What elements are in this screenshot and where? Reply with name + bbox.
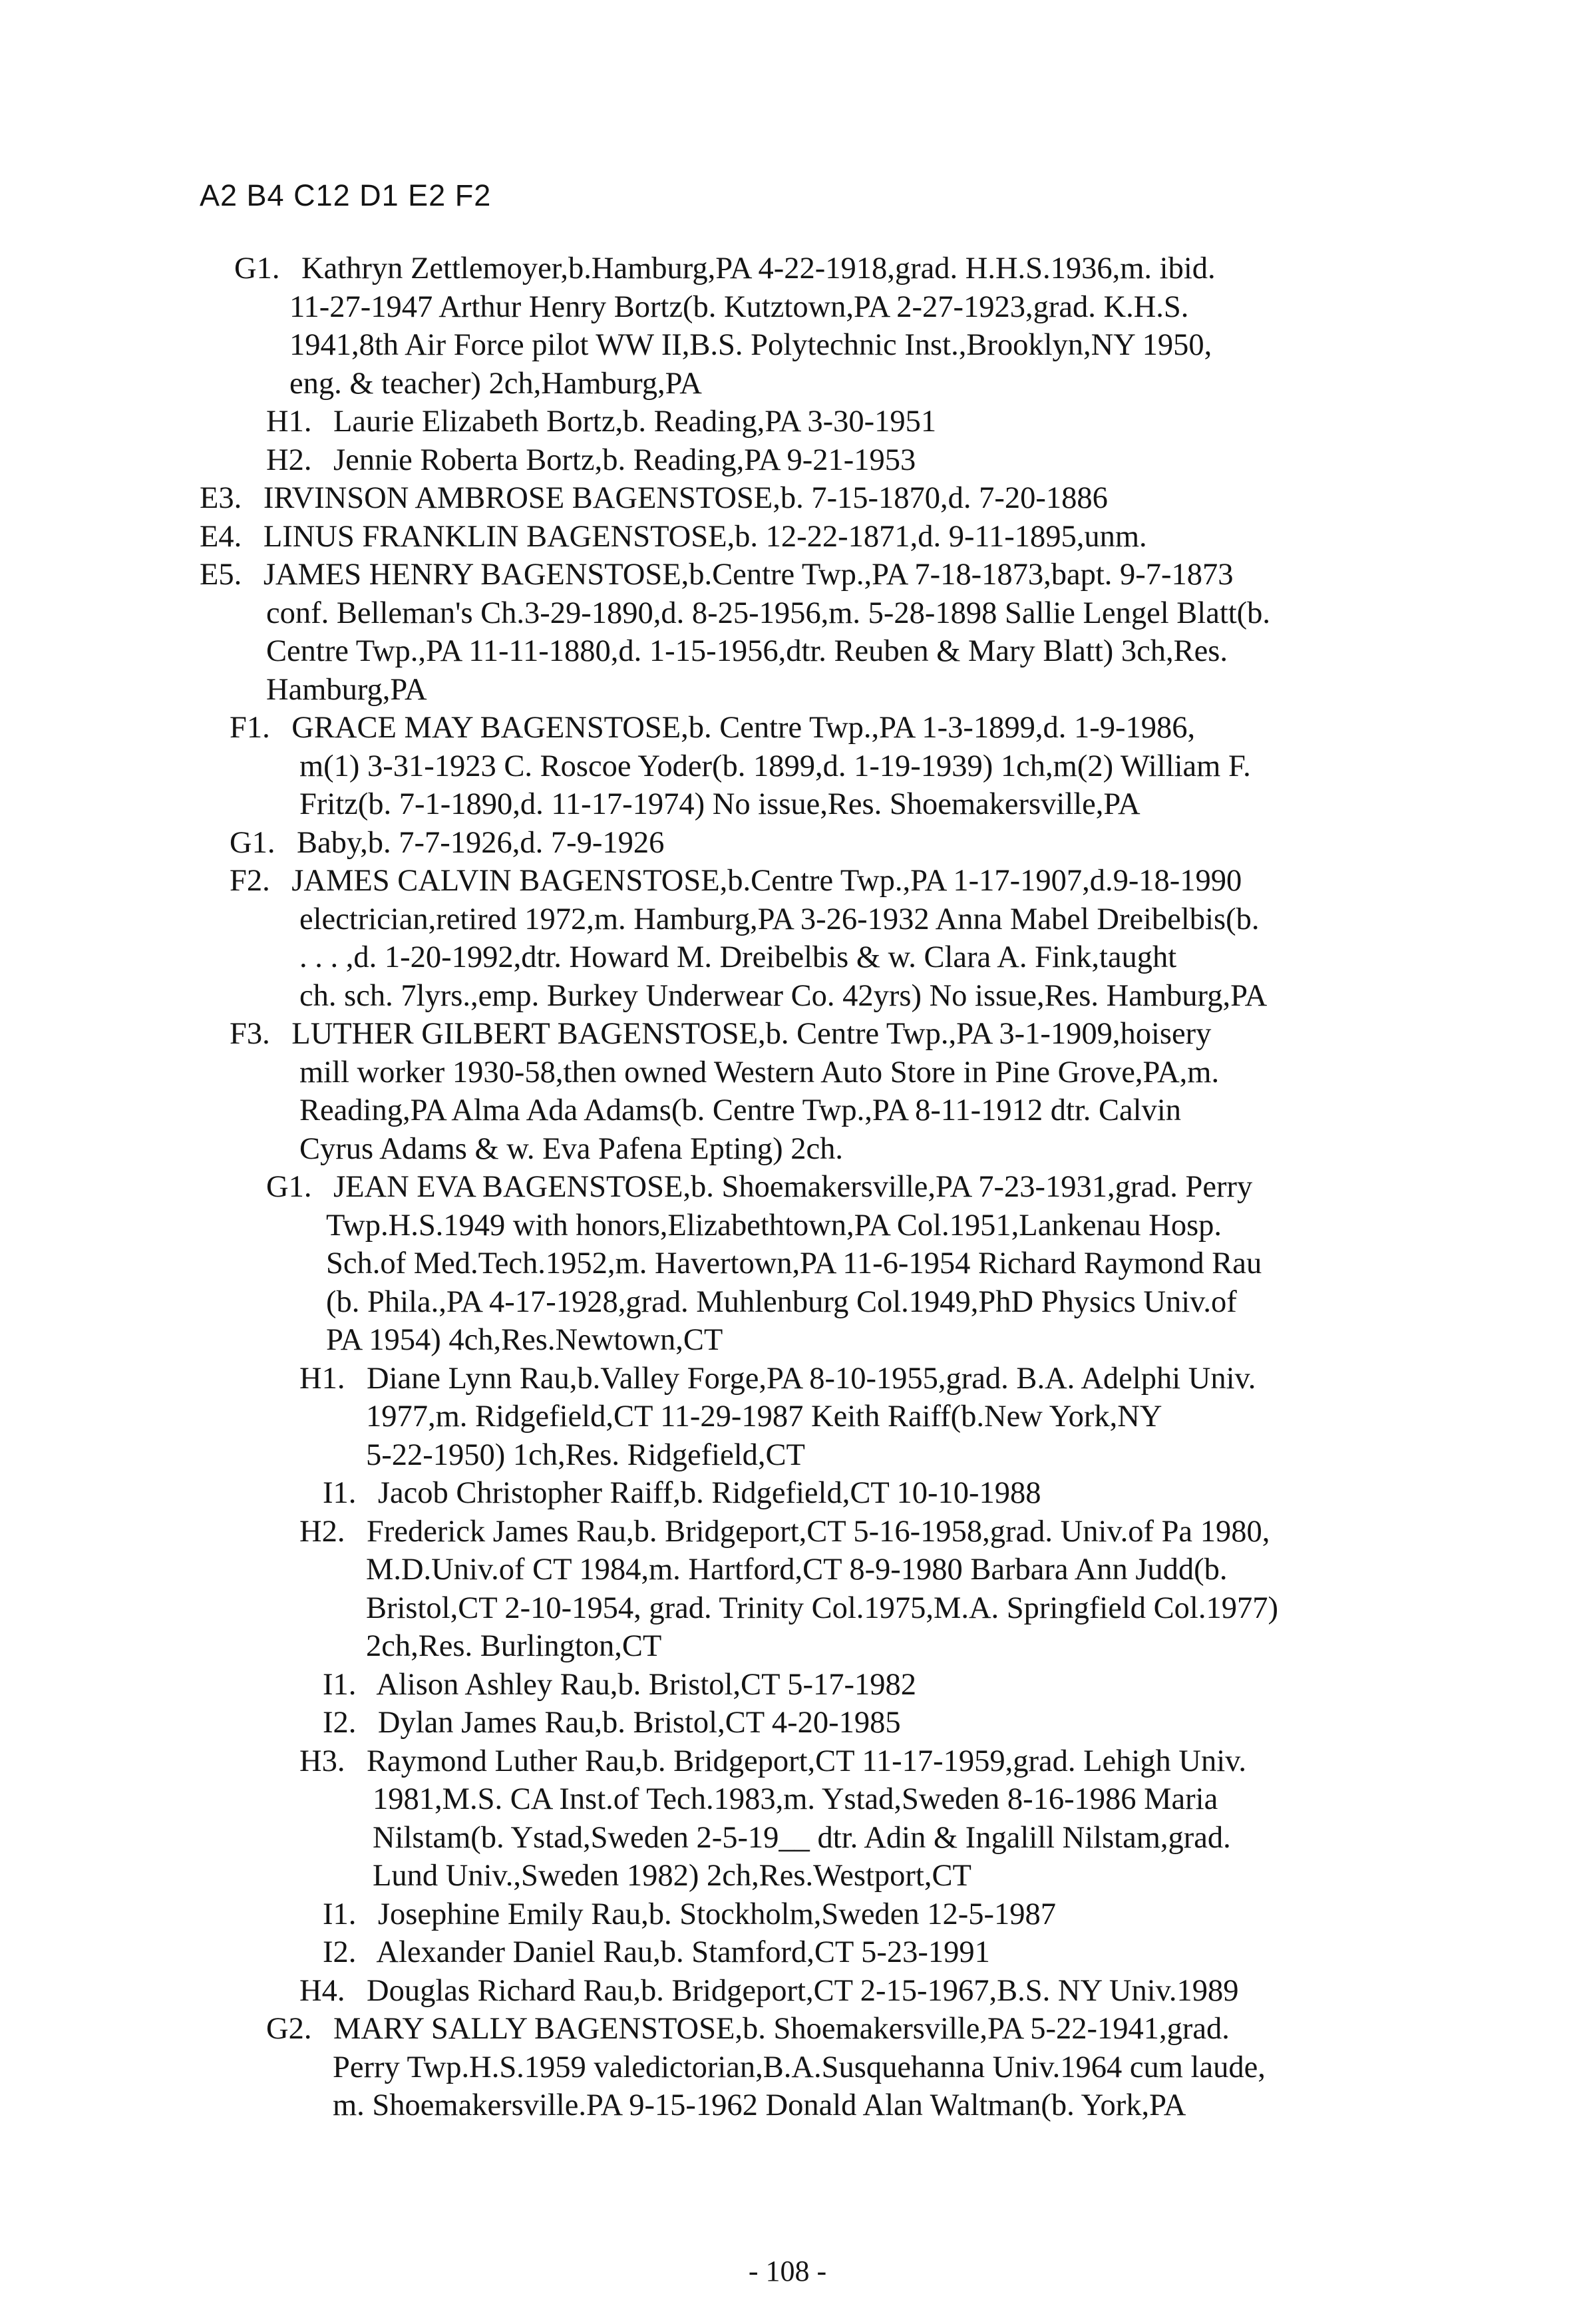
entry-line: 1941,8th Air Force pilot WW II,B.S. Polytechnic Inst.,Brooklyn,NY 1950, xyxy=(289,328,1212,362)
entry-label: H1. xyxy=(266,405,312,439)
genealogy-entry xyxy=(0,709,1575,824)
entry-line: Josephine Emily Rau,b. Stockholm,Sweden 12-5-1987 xyxy=(377,1897,1056,1931)
genealogy-entry xyxy=(0,824,1575,863)
entry-line: Centre Twp.,PA 11-11-1880,d. 1-15-1956,dtr. Reuben & Mary Blatt) 3ch,Res. xyxy=(266,634,1228,668)
entry-line: Alison Ashley Rau,b. Bristol,CT 5-17-1982 xyxy=(376,1667,916,1702)
entry-label: H1. xyxy=(299,1361,345,1396)
entry-line: Sch.of Med.Tech.1952,m. Havertown,PA 11-6-1954 Richard Raymond Rau xyxy=(326,1247,1262,1280)
genealogy-entry xyxy=(0,2010,1575,2125)
entry-line: Alexander Daniel Rau,b. Stamford,CT 5-23-1991 xyxy=(376,1935,990,1969)
entry-line: Twp.H.S.1949 with honors,Elizabethtown,PA Col.1951,Lankenau Hosp. xyxy=(326,1208,1222,1243)
entry-text xyxy=(263,520,1147,554)
entry-label: H2. xyxy=(266,443,312,477)
entry-line: Perry Twp.H.S.1959 valedictorian,B.A.Susquehanna Univ.1964 cum laude, xyxy=(333,2050,1266,2084)
entry-text xyxy=(297,826,664,860)
entry-label: G1. xyxy=(230,825,275,860)
entry-line: Nilstam(b. Ystad,Sweden 2-5-19__ dtr. Adin & Ingalill Nilstam,grad. xyxy=(373,1820,1231,1855)
entry-text xyxy=(378,1476,1041,1510)
entry-line: JAMES CALVIN BAGENSTOSE,b.Centre Twp.,PA 1-17-1907,d.9-18-1990 xyxy=(291,864,1242,898)
entry-line: m. Shoemakersville.PA 9-15-1962 Donald Alan Waltman(b. York,PA xyxy=(333,2088,1186,2122)
entry-text xyxy=(291,1017,1219,1166)
genealogy-entry xyxy=(0,403,1575,441)
genealogy-entry xyxy=(0,1360,1575,1475)
entry-text xyxy=(291,864,1267,1013)
entry-label: G1. xyxy=(266,1170,312,1204)
entry-line: electrician,retired 1972,m. Hamburg,PA 3-26-1932 Anna Mabel Dreibelbis(b. xyxy=(299,902,1260,936)
entry-label: I2. xyxy=(323,1935,357,1969)
entry-line: mill worker 1930-58,then owned Western Auto Store in Pine Grove,PA,m. xyxy=(299,1055,1220,1089)
genealogy-entry xyxy=(0,1895,1575,1934)
entry-line: MARY SALLY BAGENSTOSE,b. Shoemakersville,PA 5-22-1941,grad. xyxy=(333,2012,1230,2046)
entry-label: G2. xyxy=(266,2012,312,2046)
entry-line: 11-27-1947 Arthur Henry Bortz(b. Kutztown,PA 2-27-1923,grad. K.H.S. xyxy=(289,290,1189,324)
entry-line: GRACE MAY BAGENSTOSE,b. Centre Twp.,PA 1-3-1899,d. 1-9-1986, xyxy=(291,711,1196,745)
entry-label: I2. xyxy=(323,1706,357,1740)
entry-text xyxy=(289,252,1216,401)
entry-line: JEAN EVA BAGENSTOSE,b. Shoemakersville,PA 7-23-1931,grad. Perry xyxy=(333,1170,1253,1204)
entry-label: E5. xyxy=(200,558,242,592)
entry-label: F3. xyxy=(230,1017,270,1051)
page-number: - 108 - xyxy=(748,2255,827,2287)
entry-line: Frederick James Rau,b. Bridgeport,CT 5-16-1958,grad. Univ.of Pa 1980, xyxy=(367,1514,1270,1549)
entry-label: F2. xyxy=(230,864,270,898)
entry-label: F1. xyxy=(230,711,270,745)
entry-line: Raymond Luther Rau,b. Bridgeport,CT 11-17-1959,grad. Lehigh Univ. xyxy=(367,1744,1247,1778)
entry-line: Jennie Roberta Bortz,b. Reading,PA 9-21-1953 xyxy=(333,443,916,477)
entry-text xyxy=(367,1974,1239,2008)
genealogy-entry xyxy=(0,518,1575,556)
entry-line: Baby,b. 7-7-1926,d. 7-9-1926 xyxy=(297,825,665,860)
entry-text xyxy=(263,481,1108,515)
entry-line: PA 1954) 4ch,Res.Newtown,CT xyxy=(326,1323,723,1357)
genealogy-entry xyxy=(0,1704,1575,1742)
genealogy-entries xyxy=(0,250,1575,2125)
entry-text xyxy=(326,1170,1262,1357)
genealogy-entry xyxy=(0,1972,1575,2011)
entry-line: Diane Lynn Rau,b.Valley Forge,PA 8-10-1955,grad. B.A. Adelphi Univ. xyxy=(367,1361,1256,1396)
entry-line: m(1) 3-31-1923 C. Roscoe Yoder(b. 1899,d. 1-19-1939) 1ch,m(2) William F. xyxy=(299,749,1251,783)
entry-line: 1977,m. Ridgefield,CT 11-29-1987 Keith Raiff(b.New York,NY xyxy=(366,1400,1162,1434)
entry-text xyxy=(291,711,1250,821)
genealogy-entry xyxy=(0,1933,1575,1972)
entry-label: I1. xyxy=(323,1897,357,1931)
genealogy-entry xyxy=(0,441,1575,480)
genealogy-entry xyxy=(0,479,1575,518)
entry-line: Reading,PA Alma Ada Adams(b. Centre Twp.,PA 8-11-1912 dtr. Calvin xyxy=(299,1093,1182,1127)
entry-text xyxy=(378,1897,1056,1931)
entry-label: E3. xyxy=(200,481,242,515)
lineage-code-header: A2 B4 C12 D1 E2 F2 xyxy=(200,178,492,212)
entry-line: LINUS FRANKLIN BAGENSTOSE,b. 12-22-1871,d. 9-11-1895,unm. xyxy=(263,519,1147,554)
entry-label: I1. xyxy=(323,1667,357,1702)
entry-text xyxy=(263,558,1270,707)
entry-line: IRVINSON AMBROSE BAGENSTOSE,b. 7-15-1870,d. 7-20-1886 xyxy=(263,481,1108,515)
entry-text xyxy=(333,2012,1266,2122)
genealogy-entry xyxy=(0,1513,1575,1666)
entry-text xyxy=(366,1515,1278,1664)
entry-label: H4. xyxy=(299,1973,345,2008)
entry-line: Lund Univ.,Sweden 1982) 2ch,Res.Westport,CT xyxy=(373,1859,971,1893)
entry-line: M.D.Univ.of CT 1984,m. Hartford,CT 8-9-1980 Barbara Ann Judd(b. xyxy=(366,1553,1228,1587)
entry-text xyxy=(366,1362,1256,1472)
entry-line: Laurie Elizabeth Bortz,b. Reading,PA 3-30-1951 xyxy=(333,405,937,439)
entry-line: Bristol,CT 2-10-1954, grad. Trinity Col.1975,M.A. Springfield Col.1977) xyxy=(366,1591,1278,1625)
entry-line: 1981,M.S. CA Inst.of Tech.1983,m. Ystad,Sweden 8-16-1986 Maria xyxy=(373,1782,1218,1816)
entry-line: 5-22-1950) 1ch,Res. Ridgefield,CT xyxy=(366,1438,805,1472)
entry-line: . . . ,d. 1-20-1992,dtr. Howard M. Dreibelbis & w. Clara A. Fink,taught xyxy=(299,940,1177,974)
genealogy-entry xyxy=(0,1168,1575,1360)
genealogy-entry xyxy=(0,556,1575,709)
entry-text xyxy=(378,1706,901,1740)
entry-line: ch. sch. 7lyrs.,emp. Burkey Underwear Co. 42yrs) No issue,Res. Hamburg,PA xyxy=(299,978,1268,1013)
genealogy-entry xyxy=(0,1666,1575,1704)
entry-text xyxy=(367,1744,1246,1893)
entry-line: Kathryn Zettlemoyer,b.Hamburg,PA 4-22-1918,grad. H.H.S.1936,m. ibid. xyxy=(301,252,1216,286)
entry-line: 2ch,Res. Burlington,CT xyxy=(366,1629,662,1663)
entry-line: (b. Phila.,PA 4-17-1928,grad. Muhlenburg Col.1949,PhD Physics Univ.of xyxy=(326,1284,1237,1319)
entry-line: Hamburg,PA xyxy=(266,672,427,707)
entry-label: G1. xyxy=(234,252,280,286)
entry-line: Jacob Christopher Raiff,b. Ridgefield,CT 10-10-1988 xyxy=(377,1476,1041,1510)
entry-text xyxy=(376,1935,990,1969)
entry-text xyxy=(333,405,936,439)
entry-line: LUTHER GILBERT BAGENSTOSE,b. Centre Twp.,PA 3-1-1909,hoisery xyxy=(291,1017,1212,1051)
entry-line: JAMES HENRY BAGENSTOSE,b.Centre Twp.,PA 7-18-1873,bapt. 9-7-1873 xyxy=(263,558,1234,592)
entry-line: conf. Belleman's Ch.3-29-1890,d. 8-25-1956,m. 5-28-1898 Sallie Lengel Blatt(b. xyxy=(266,596,1271,630)
entry-line: Fritz(b. 7-1-1890,d. 11-17-1974) No issue,Res. Shoemakersville,PA xyxy=(299,787,1140,821)
entry-label: H2. xyxy=(299,1514,345,1549)
genealogy-entry xyxy=(0,1015,1575,1168)
entry-line: eng. & teacher) 2ch,Hamburg,PA xyxy=(289,366,702,401)
genealogy-entry xyxy=(0,1742,1575,1895)
genealogy-entry xyxy=(0,250,1575,403)
entry-label: I1. xyxy=(323,1476,357,1510)
genealogy-entry xyxy=(0,862,1575,1015)
entry-line: Douglas Richard Rau,b. Bridgeport,CT 2-15-1967,B.S. NY Univ.1989 xyxy=(367,1973,1239,2008)
entry-line: Cyrus Adams & w. Eva Pafena Epting) 2ch. xyxy=(299,1131,844,1166)
entry-text xyxy=(333,443,916,477)
entry-line: Dylan James Rau,b. Bristol,CT 4-20-1985 xyxy=(377,1706,901,1740)
entry-text xyxy=(376,1668,916,1702)
genealogy-entry xyxy=(0,1474,1575,1513)
entry-label: H3. xyxy=(299,1744,345,1778)
entry-label: E4. xyxy=(200,519,242,554)
